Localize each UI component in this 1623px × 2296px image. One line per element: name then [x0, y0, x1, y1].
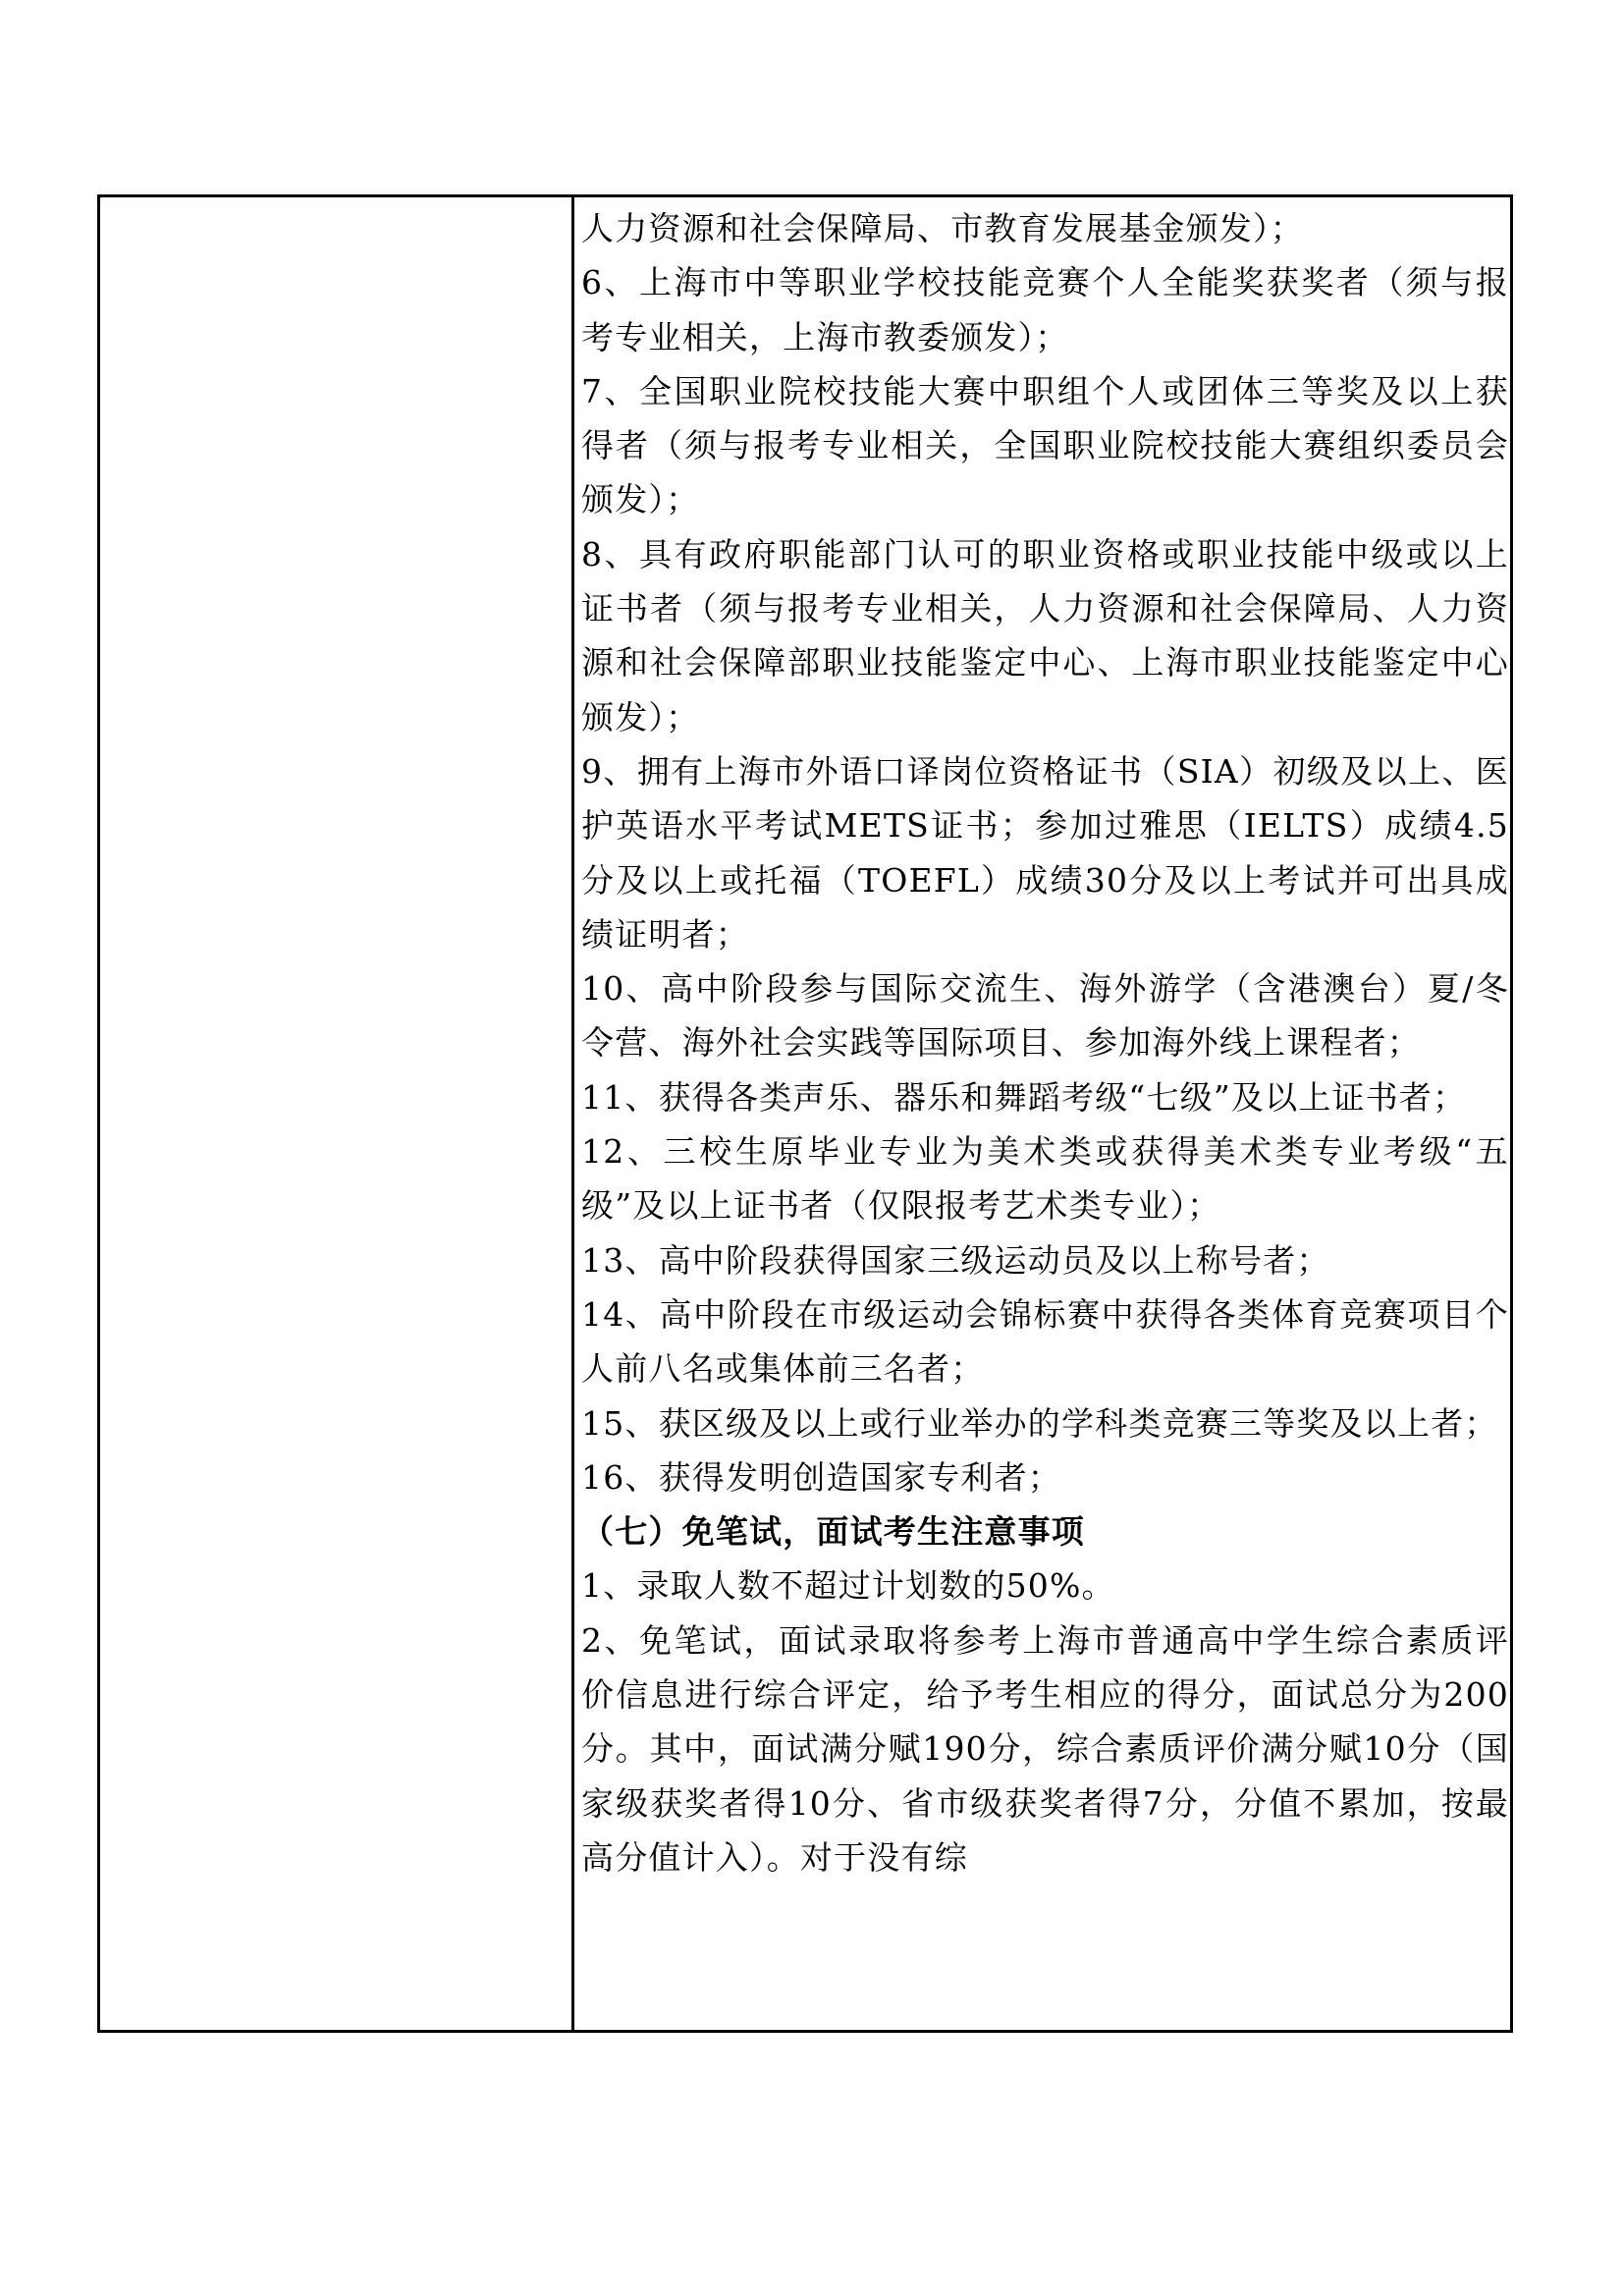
list-item-15: 15、获区级及以上或行业举办的学科类竞赛三等奖及以上者；	[581, 1403, 1498, 1443]
list-item-8: 8、具有政府职能部门认可的职业资格或职业技能中级或以上证书者（须与报考专业相关，人力资源和社会保障局、人力资源和社会保障部职业技能鉴定中心、上海市职业技能鉴定中心颁发）；	[581, 534, 1509, 737]
note-item-2: 2、免笔试，面试录取将参考上海市普通高中学生综合素质评价信息进行综合评定，给予考生相应的得分，面试总分为200分。其中，面试满分赋190分，综合素质评价满分赋10分（国家级获奖者得10分、省市级获奖者得7分，分值不累加，按最高分值计入）。对于没有综	[581, 1620, 1509, 1877]
list-item-14: 14、高中阶段在市级运动会锦标赛中获得各类体育竞赛项目个人前八名或集体前三名者；	[581, 1294, 1509, 1389]
document-table	[97, 194, 1513, 2033]
table-right-cell	[581, 201, 1509, 2028]
list-item-9: 9、拥有上海市外语口译岗位资格证书（SIA）初级及以上、医护英语水平考试METS证书；参加过雅思（IELTS）成绩4.5分及以上或托福（TOEFL）成绩30分及以上考试并可出具成绩证明者；	[581, 751, 1509, 954]
list-item-6: 6、上海市中等职业学校技能竞赛个人全能奖获奖者（须与报考专业相关，上海市教委颁发）；	[581, 263, 1509, 356]
paragraph-continuation: 人力资源和社会保障局、市教育发展基金颁发）；	[581, 209, 1304, 247]
list-item-10: 10、高中阶段参与国际交流生、海外游学（含港澳台）夏/冬令营、海外社会实践等国际项目、参加海外线上课程者；	[581, 969, 1509, 1063]
list-item-12: 12、三校生原毕业专业为美术类或获得美术类专业考级“五级”及以上证书者（仅限报考艺术类专业）；	[581, 1132, 1509, 1226]
table-left-cell	[100, 197, 574, 2030]
section-heading: （七）免笔试，面试考生注意事项	[581, 1512, 1085, 1552]
list-item-7: 7、全国职业院校技能大赛中职组个人或团体三等奖及以上获得者（须与报考专业相关，全国职业院校技能大赛组织委员会颁发）；	[581, 371, 1509, 519]
list-item-11: 11、获得各类声乐、器乐和舞蹈考级“七级”及以上证书者；	[581, 1077, 1467, 1117]
note-item-1: 1、录取人数不超过计划数的50%。	[581, 1566, 1115, 1606]
list-item-13: 13、高中阶段获得国家三级运动员及以上称号者；	[581, 1240, 1330, 1280]
list-item-16: 16、获得发明创造国家专利者；	[581, 1457, 1061, 1497]
